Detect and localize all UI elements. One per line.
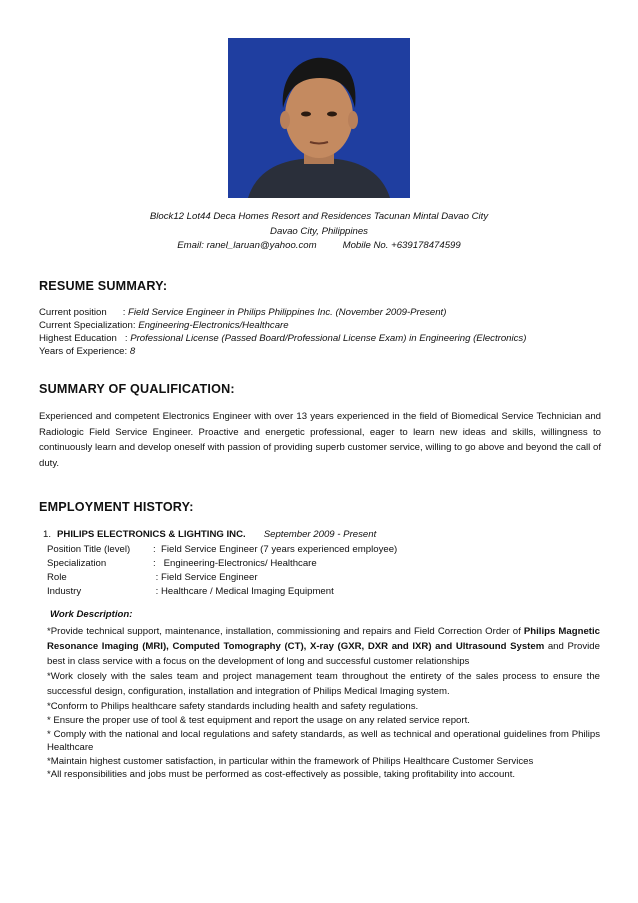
duty-text: and Provide best in class service with a focus on the development of long and successful customer relationships: [47, 641, 600, 667]
resume-summary-heading: RESUME SUMMARY:: [39, 279, 168, 293]
summary-label: Years of Experience:: [39, 346, 130, 357]
profile-photo: [228, 38, 410, 198]
duty-item: [39, 624, 600, 669]
detail-value: : Field Service Engineer: [153, 572, 258, 583]
contact-line: [0, 239, 638, 252]
mobile-text: Mobile No. +639178474599: [342, 240, 461, 251]
work-description: [39, 624, 600, 782]
duty-bold-text: Philips Magnetic Resonance Imaging (MRI), Computed Tomography (CT), X-ray (GXR, DXR and IXR) and Ultrasound System: [47, 626, 600, 652]
detail-value: : Healthcare / Medical Imaging Equipment: [153, 586, 334, 597]
summary-label: Current position :: [39, 307, 129, 318]
summary-value: Engineering-Electronics/Healthcare: [138, 320, 289, 331]
detail-label: Industry: [47, 586, 82, 597]
detail-value: : Field Service Engineer (7 years experienced employee): [153, 544, 398, 555]
summary-value: Field Service Engineer in Philips Philippines Inc. (November 2009-Present): [128, 307, 447, 318]
summary-label: Current Specialization:: [39, 320, 139, 331]
detail-label: Role: [47, 572, 67, 583]
summary-row: [39, 332, 526, 345]
job-number: 1.: [43, 529, 52, 540]
portrait-image: [228, 38, 410, 198]
city-line: Davao City, Philippines: [270, 226, 368, 237]
qualification-text: Experienced and competent Electronics Engineer with over 13 years experienced in the field of Biomedical Service Technician and Radiologic Field Service Engineer. Proactive and energetic professional, eager to learn new ideas and skills, willingness to continuously learn and develop oneself with passion of providing superb customer service, willing to go above and beyond the call of duty.: [39, 411, 601, 469]
duty-item: * Comply with the national and local regulations and safety standards, as well as technical and operational guidelines from Philips Healthcare: [47, 728, 600, 754]
detail-value: : Engineering-Electronics/ Healthcare: [153, 558, 317, 569]
duty-item: *Maintain highest customer satisfaction, in particular within the framework of Philips Healthcare Customer Services: [47, 755, 534, 767]
address-line: Block12 Lot44 Deca Homes Resort and Residences Tacunan Mintal Davao City: [149, 211, 489, 222]
summary-value: 8: [129, 346, 136, 357]
duty-item: *Work closely with the sales team and project management team throughout the entirety of the sales process to ensure the successful design, configuration, installation and integration of Philips Medical Imaging system.: [47, 671, 600, 697]
summary-row: [39, 306, 526, 319]
duty-text: *Provide technical support, maintenance, installation, commissioning and repairs and Field Correction Order of: [47, 626, 524, 637]
qualification-heading: SUMMARY OF QUALIFICATION:: [39, 382, 235, 396]
job-dates: September 2009 - Present: [263, 529, 377, 540]
job-company: PHILIPS ELECTRONICS & LIGHTING INC.: [57, 529, 246, 540]
email-text: Email: ranel_laruan@yahoo.com: [177, 240, 317, 251]
employment-heading: EMPLOYMENT HISTORY:: [39, 500, 194, 514]
summary-row: [39, 319, 526, 332]
detail-label: Specialization: [47, 558, 107, 569]
duty-item: *All responsibilities and jobs must be performed as cost-effectively as possible, taking profitability into account.: [47, 769, 516, 781]
duty-item: *Conform to Philips healthcare safety standards including health and safety regulations.: [47, 701, 419, 712]
detail-label: Position Title (level): [47, 544, 131, 555]
summary-label: Highest Education :: [39, 333, 131, 344]
work-description-title: Work Description:: [50, 609, 133, 620]
duty-item: * Ensure the proper use of tool & test equipment and report the usage on any related service report.: [47, 715, 470, 726]
summary-value: Professional License (Passed Board/Professional License Exam) in Engineering (Electronics): [130, 333, 527, 344]
summary-row: [39, 345, 526, 358]
resume-summary: [39, 306, 526, 358]
job-header: [43, 529, 376, 540]
